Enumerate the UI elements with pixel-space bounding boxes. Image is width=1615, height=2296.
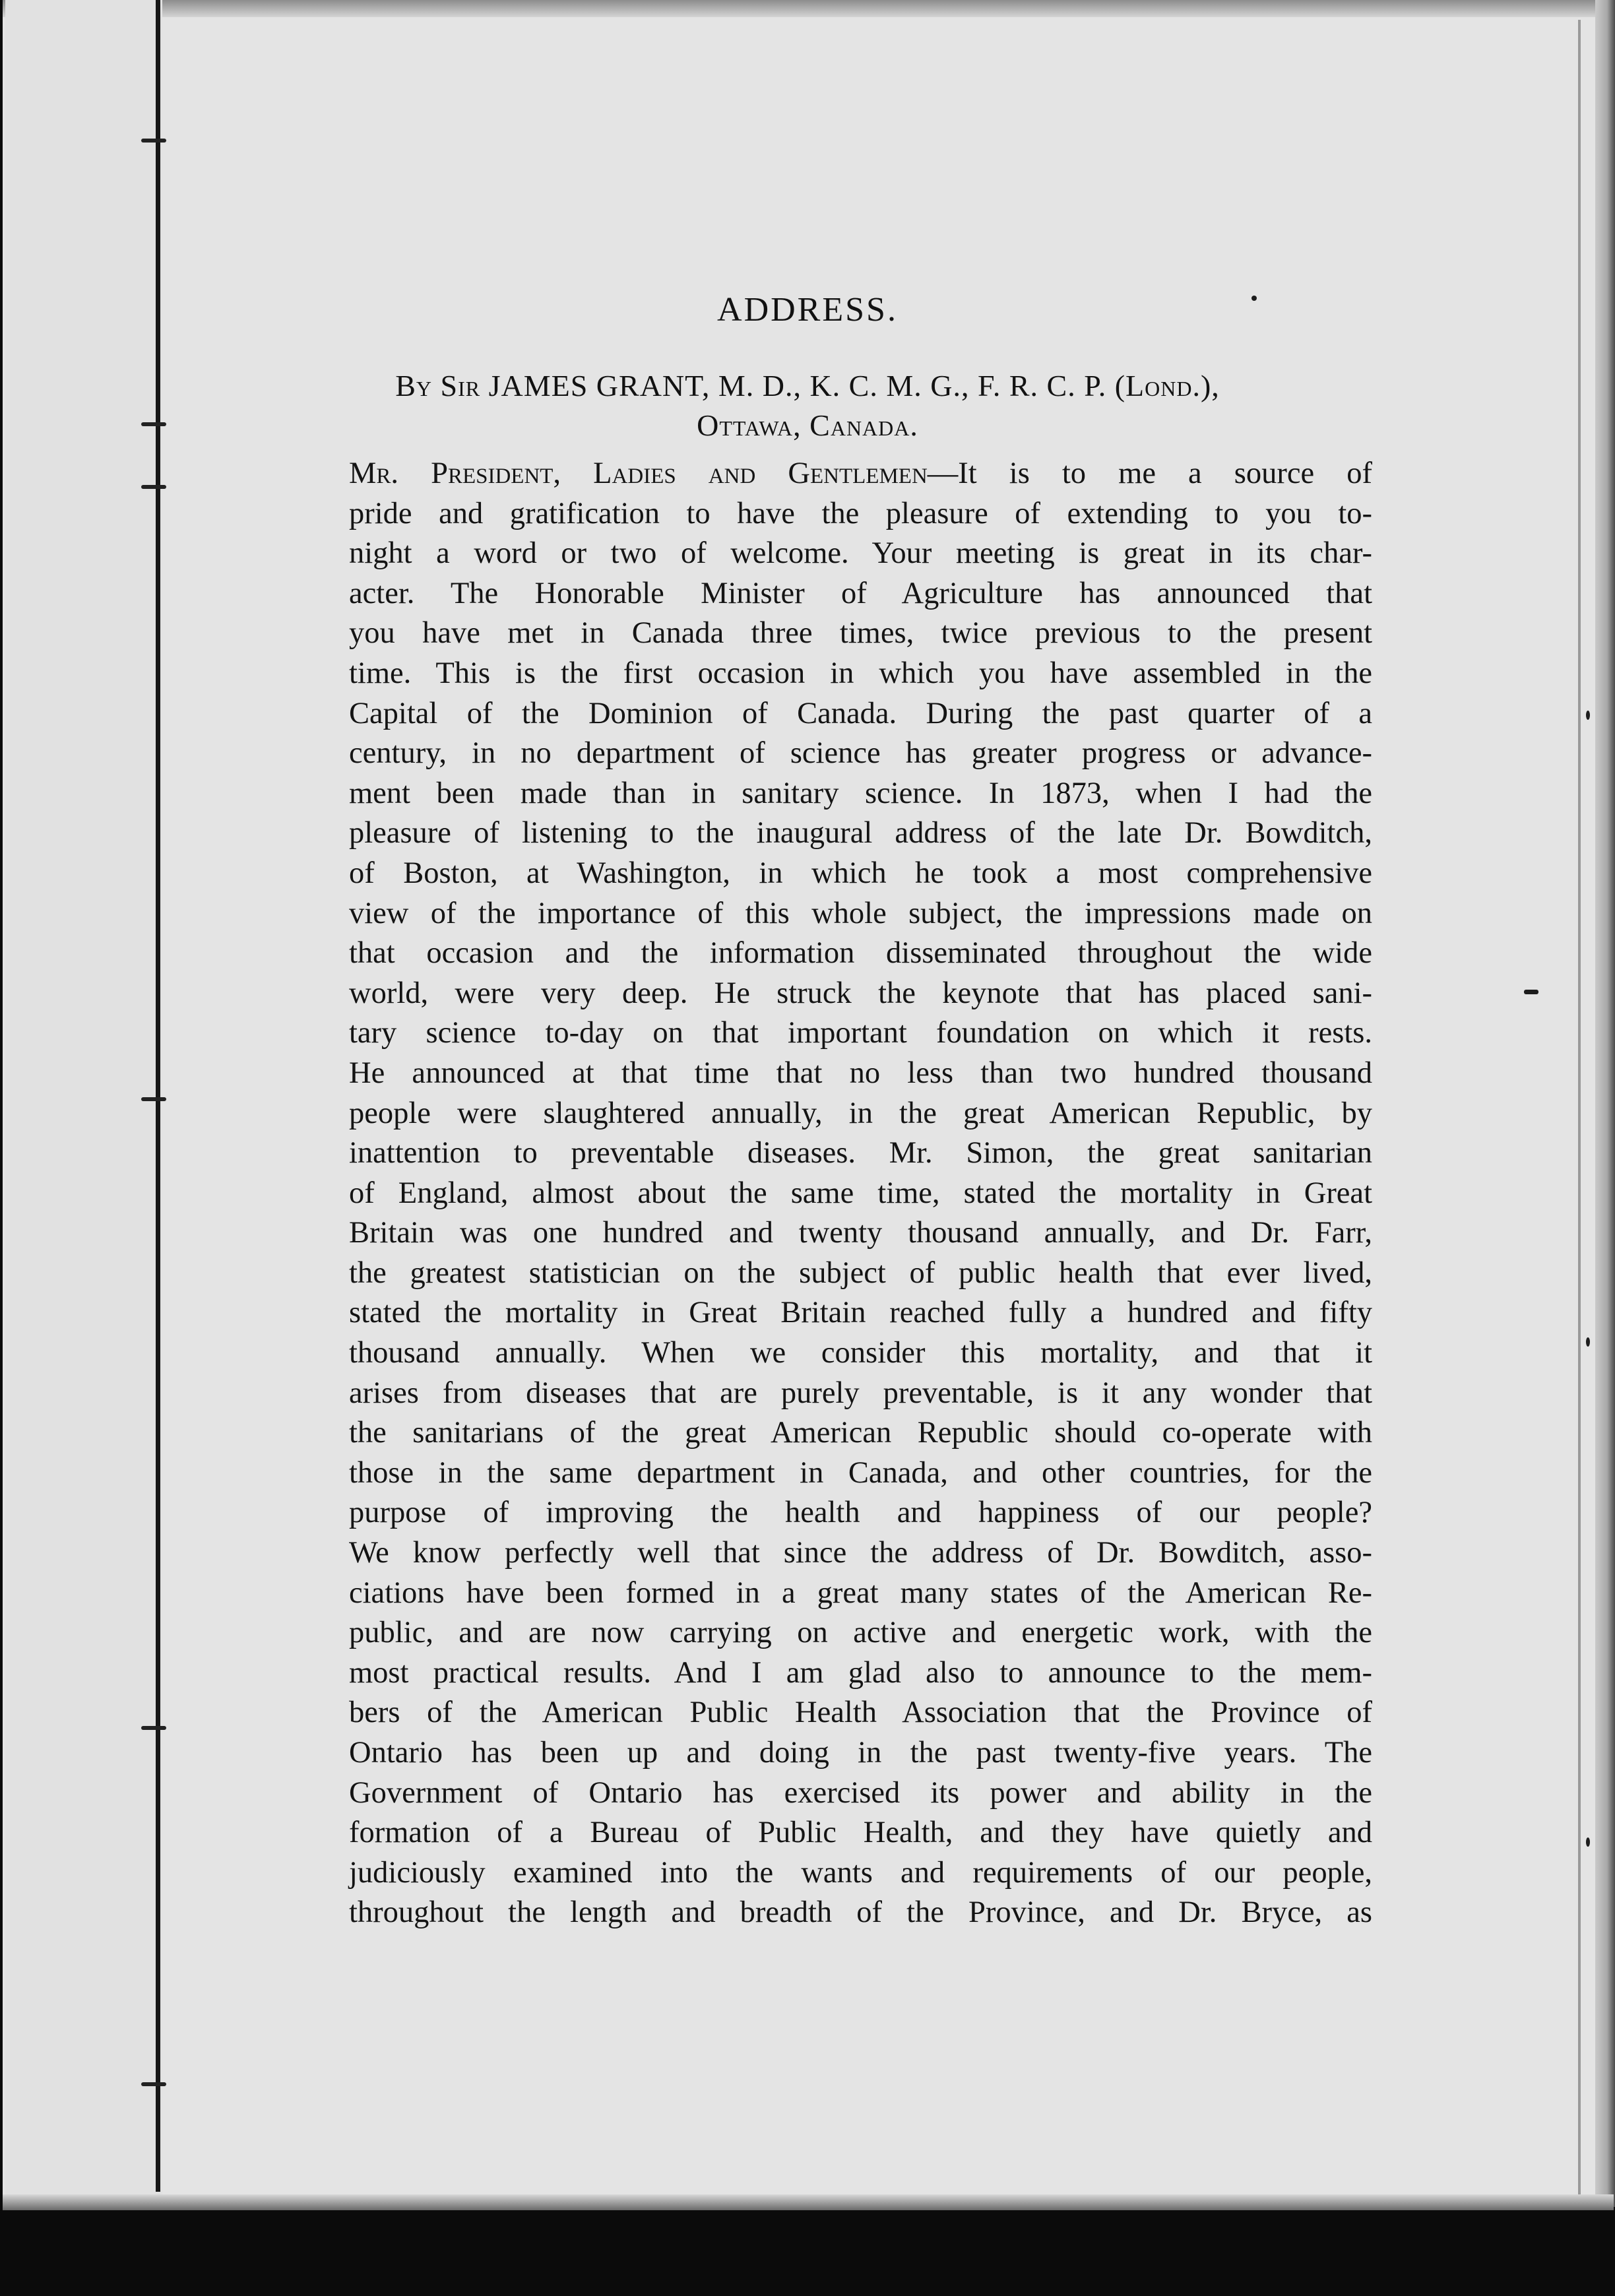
text-line: Capital of the Dominion of Canada. During the past quarter of a — [349, 696, 1372, 730]
text-line: We know perfectly well that since the address of Dr. Bowditch, asso- — [349, 1536, 1372, 1570]
text-line: century, in no department of science has greater progress or advance- — [349, 736, 1372, 771]
text-line: tary science to-day on that important foundation on which it rests. — [349, 1016, 1372, 1050]
text-line: pleasure of listening to the inaugural address of the late Dr. Bowditch, — [349, 816, 1372, 850]
scan-speck — [1586, 711, 1590, 720]
text-line: He announced at that time that no less than two hundred thousand — [349, 1056, 1372, 1090]
text-line-first — [349, 454, 1372, 494]
text-line: acter. The Honorable Minister of Agriculture has announced that — [349, 576, 1372, 610]
text-line: thousand annually. When we consider this mortality, and that it — [349, 1336, 1372, 1370]
text-line: Government of Ontario has exercised its power and ability in the — [349, 1775, 1372, 1810]
text-line: arises from diseases that are purely preventable, is it any wonder that — [349, 1376, 1372, 1410]
text-line: those in the same department in Canada, and other countries, for the — [349, 1455, 1372, 1490]
page-right-shadow — [1578, 20, 1581, 2197]
text-line: purpose of improving the health and happiness of our people? — [349, 1496, 1372, 1530]
text-line: world, were very deep. He struck the keynote that has placed sani- — [349, 976, 1372, 1010]
text-line: of Boston, at Washington, in which he took a most comprehensive — [349, 856, 1372, 890]
address-heading: ADDRESS. — [717, 291, 898, 329]
text-line-first-rest: —It is to me a source of — [927, 457, 1372, 490]
binding-margin — [5, 0, 162, 2204]
page-top-edge — [3, 0, 1614, 17]
text-line: time. This is the first occasion in which you have assembled in the — [349, 656, 1372, 690]
text-line: formation of a Bureau of Public Health, and they have quietly and — [349, 1816, 1372, 1850]
text-line: Britain was one hundred and twenty thousand annually, and Dr. Farr, — [349, 1216, 1372, 1250]
page-bottom-edge — [3, 2194, 1614, 2210]
scan-speck — [1524, 990, 1538, 994]
text-line: ment been made than in sanitary science. In 1873, when I had the — [349, 776, 1372, 810]
text-line: bers of the American Public Health Association that the Province of — [349, 1696, 1372, 1730]
text-line: judiciously examined into the wants and requirements of our people, — [349, 1855, 1372, 1890]
text-line: view of the importance of this whole subject, the impressions made on — [349, 896, 1372, 930]
text-line: ciations have been formed in a great many states of the American Re- — [349, 1576, 1372, 1610]
binding-stitch-mark — [141, 139, 166, 143]
text-line: of England, almost about the same time, stated the mortality in Great — [349, 1176, 1372, 1210]
text-line: night a word or two of welcome. Your meeting is great in its char- — [349, 536, 1372, 571]
author-byline: By Sir JAMES GRANT, M. D., K. C. M. G., F. R. C. P. (Lond.), — [395, 369, 1220, 402]
text-line: the sanitarians of the great American Republic should co-operate with — [349, 1416, 1372, 1450]
text-line: that occasion and the information disseminated throughout the wide — [349, 936, 1372, 971]
text-line: Ontario has been up and doing in the past twenty-five years. The — [349, 1736, 1372, 1770]
text-line: pride and gratification to have the pleasure of extending to you to- — [349, 496, 1372, 530]
scan-speck — [1586, 1837, 1590, 1847]
salutation: Mr. President, Ladies and Gentlemen — [349, 457, 928, 490]
text-line: most practical results. And I am glad also to announce to the mem- — [349, 1655, 1372, 1690]
binding-stitch-mark — [141, 2082, 166, 2086]
text-line: you have met in Canada three times, twice previous to the present — [349, 616, 1372, 651]
page-right-edge — [1595, 0, 1615, 2207]
text-line: inattention to preventable diseases. Mr. Simon, the great sanitarian — [349, 1136, 1372, 1170]
text-line: the greatest statistician on the subject of public health that ever lived, — [349, 1256, 1372, 1290]
address-body — [349, 454, 1372, 1933]
text-line: throughout the length and breadth of the Province, and Dr. Bryce, as — [349, 1896, 1372, 1930]
text-line: public, and are now carrying on active and energetic work, with the — [349, 1616, 1372, 1650]
binding-stitch-mark — [141, 1097, 166, 1101]
binding-stitch-mark — [141, 485, 166, 489]
text-line: people were slaughtered annually, in the great American Republic, by — [349, 1096, 1372, 1130]
text-line: stated the mortality in Great Britain reached fully a hundred and fifty — [349, 1296, 1372, 1330]
binding-stitch-mark — [141, 1726, 166, 1730]
author-location: Ottawa, Canada. — [697, 408, 918, 442]
scan-speck — [1586, 1337, 1590, 1347]
